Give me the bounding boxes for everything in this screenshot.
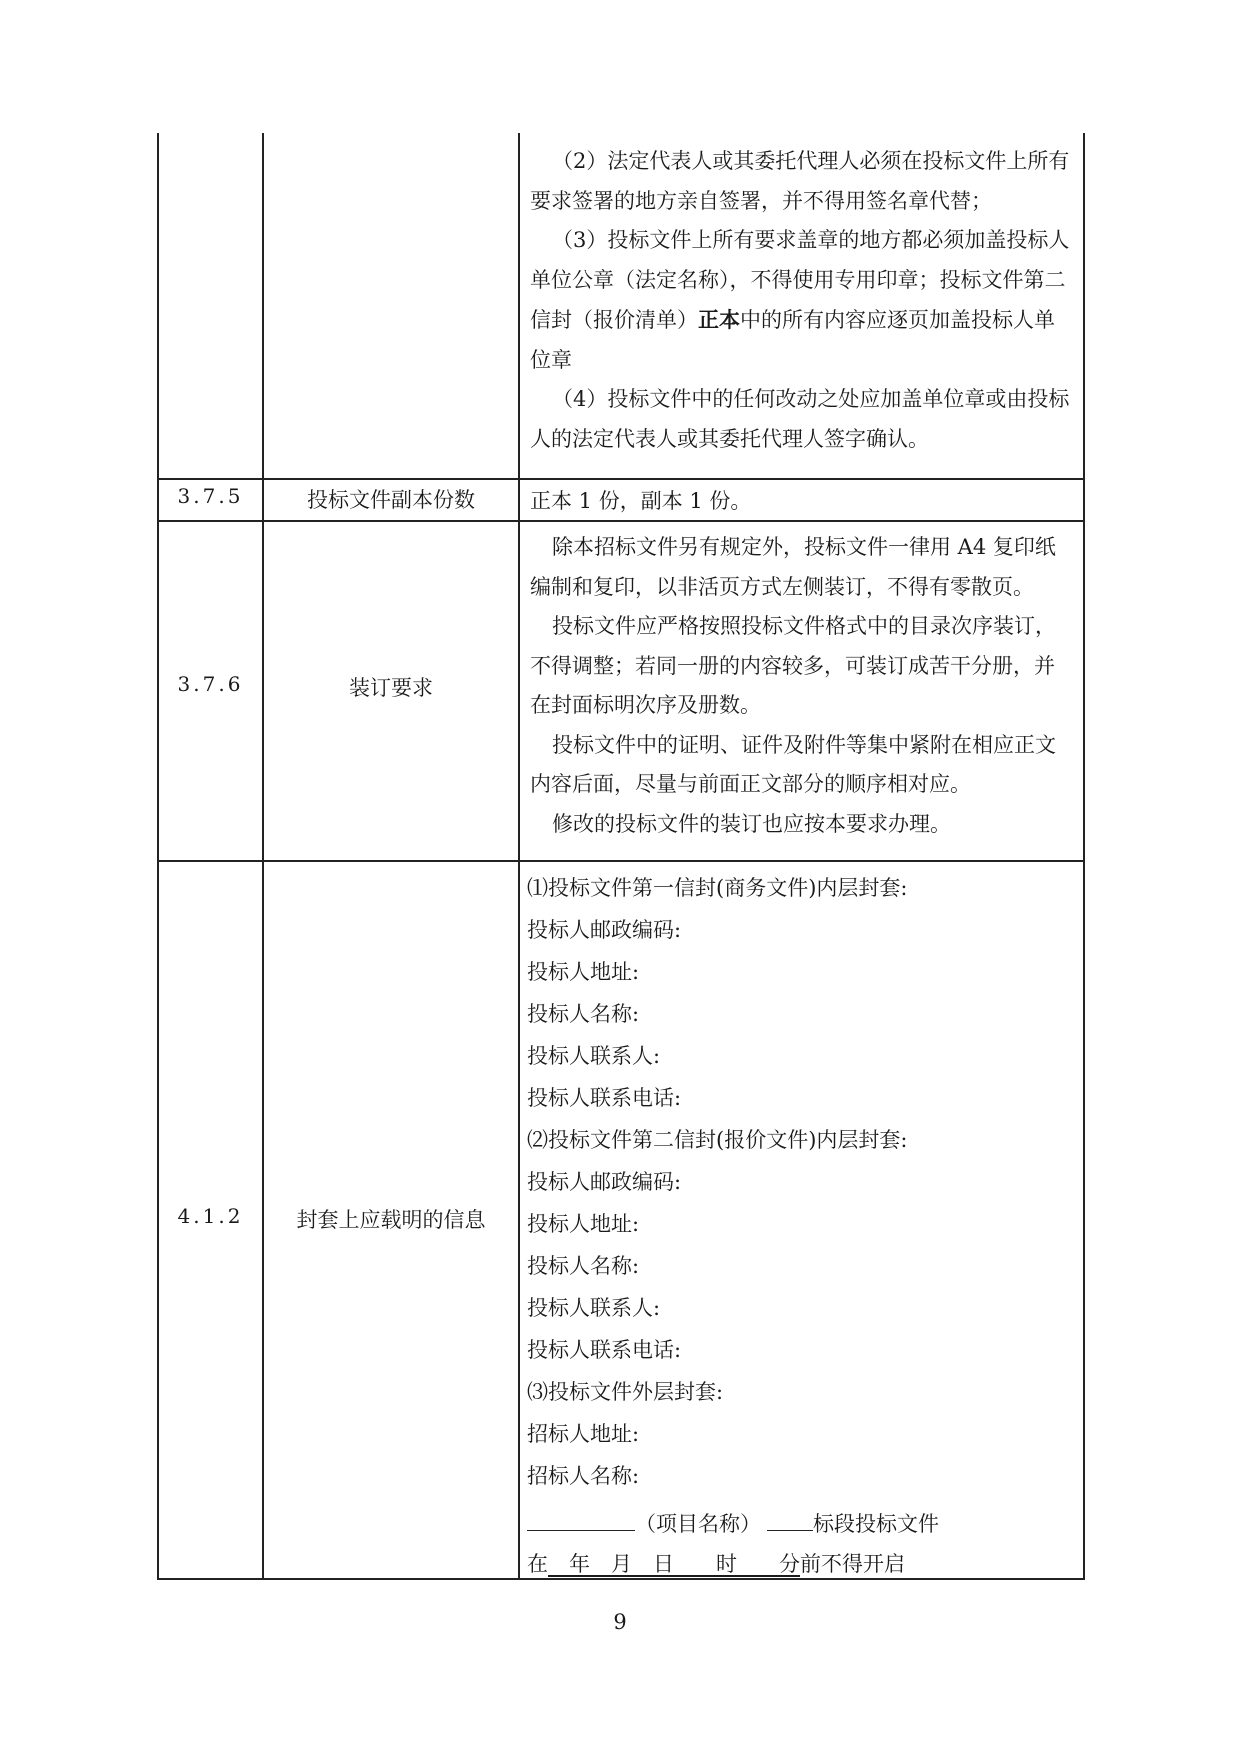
date-fields — [548, 1552, 800, 1576]
hour-label: 时 — [716, 1552, 737, 1576]
paragraph: （2）法定代表人或其委托代理人必须在投标文件上所有要求签署的地方亲自签署，并不得用签名章代替； — [530, 149, 1070, 213]
month-label: 月 — [611, 1552, 632, 1576]
paragraph-text: （3）投标文件上所有要求盖章的地方都必须加盖投标人单位公章（法定名称），不得使用专用印章；投标文件第二信封（报价清单） — [530, 228, 1070, 332]
envelope-line: 投标人名称: — [527, 1002, 640, 1026]
row-number: 4.1.2 — [177, 1204, 244, 1228]
envelope-line: 投标人邮政编码: — [527, 918, 682, 942]
row-content: 正本 1 份，副本 1 份。 — [530, 489, 752, 513]
row-1-content — [530, 142, 1070, 459]
envelope-line: 投标人名称: — [527, 1254, 640, 1278]
row-item: 装订要求 — [349, 676, 433, 700]
minute-label: 分 — [779, 1552, 800, 1576]
envelope-line: ⑴投标文件第一信封(商务文件)内层封套: — [527, 876, 908, 900]
paragraph: 修改的投标文件的装订也应按本要求办理。 — [552, 811, 951, 836]
date-prefix: 在 — [527, 1552, 548, 1576]
envelope-line: 投标人联系人: — [527, 1044, 661, 1068]
paragraph-text: 中的所有内容应逐页加盖投标人单位章 — [530, 308, 1055, 372]
table-border-left — [157, 133, 159, 1579]
row-number: 3.7.6 — [177, 672, 244, 696]
envelope-line: 招标人名称: — [527, 1464, 640, 1488]
table-border-bottom — [157, 1578, 1085, 1580]
envelope-line: 投标人联系人: — [527, 1296, 661, 1320]
opening-date-line — [527, 1548, 905, 1578]
day-label: 日 — [653, 1552, 674, 1576]
row-item: 封套上应载明的信息 — [296, 1208, 486, 1232]
blank-underline — [527, 1508, 635, 1531]
table-row-divider — [157, 478, 1085, 480]
page-number: 9 — [613, 1610, 627, 1634]
row-number: 3.7.5 — [177, 484, 244, 508]
envelope-line: 投标人邮政编码: — [527, 1170, 682, 1194]
envelope-line: 投标人联系电话: — [527, 1338, 682, 1362]
row-item: 投标文件副本份数 — [307, 488, 475, 512]
envelope-info-content — [527, 868, 1077, 1576]
table-border-right — [1083, 133, 1085, 1579]
paragraph: 投标文件中的证明、证件及附件等集中紧附在相应正文内容后面，尽量与前面正文部分的顺序相对应。 — [530, 732, 1056, 796]
paragraph: 投标文件应严格按照投标文件格式中的目录次序装订，不得调整；若同一册的内容较多，可装订成苦干分册，并在封面标明次序及册数。 — [530, 614, 1056, 717]
table-row-divider — [157, 520, 1085, 522]
envelope-line: ⑶投标文件外层封套: — [527, 1380, 724, 1404]
table-row-divider — [157, 860, 1085, 862]
envelope-line: ⑵投标文件第二信封(报价文件)内层封套: — [527, 1128, 908, 1152]
project-name-line — [527, 1508, 939, 1538]
year-label: 年 — [569, 1552, 590, 1576]
envelope-line: 招标人地址: — [527, 1422, 640, 1446]
blank-underline — [767, 1508, 813, 1531]
date-suffix: 前不得开启 — [800, 1552, 905, 1576]
envelope-line: 投标人地址: — [527, 1212, 640, 1236]
row-content — [530, 528, 1070, 844]
section-label: 标段投标文件 — [813, 1512, 939, 1536]
paragraph — [530, 221, 1070, 380]
project-name-label: （项目名称） — [635, 1512, 761, 1536]
envelope-line: 投标人地址: — [527, 960, 640, 984]
envelope-line: 投标人联系电话: — [527, 1086, 682, 1110]
bold-text: 正本 — [698, 307, 740, 332]
paragraph: （4）投标文件中的任何改动之处应加盖单位章或由投标人的法定代表人或其委托代理人签字确认。 — [530, 387, 1070, 451]
table-col-divider-1 — [262, 133, 264, 1579]
paragraph: 除本招标文件另有规定外，投标文件一律用 A4 复印纸编制和复印，以非活页方式左侧装订，不得有零散页。 — [530, 535, 1056, 599]
table-col-divider-2 — [518, 133, 520, 1579]
